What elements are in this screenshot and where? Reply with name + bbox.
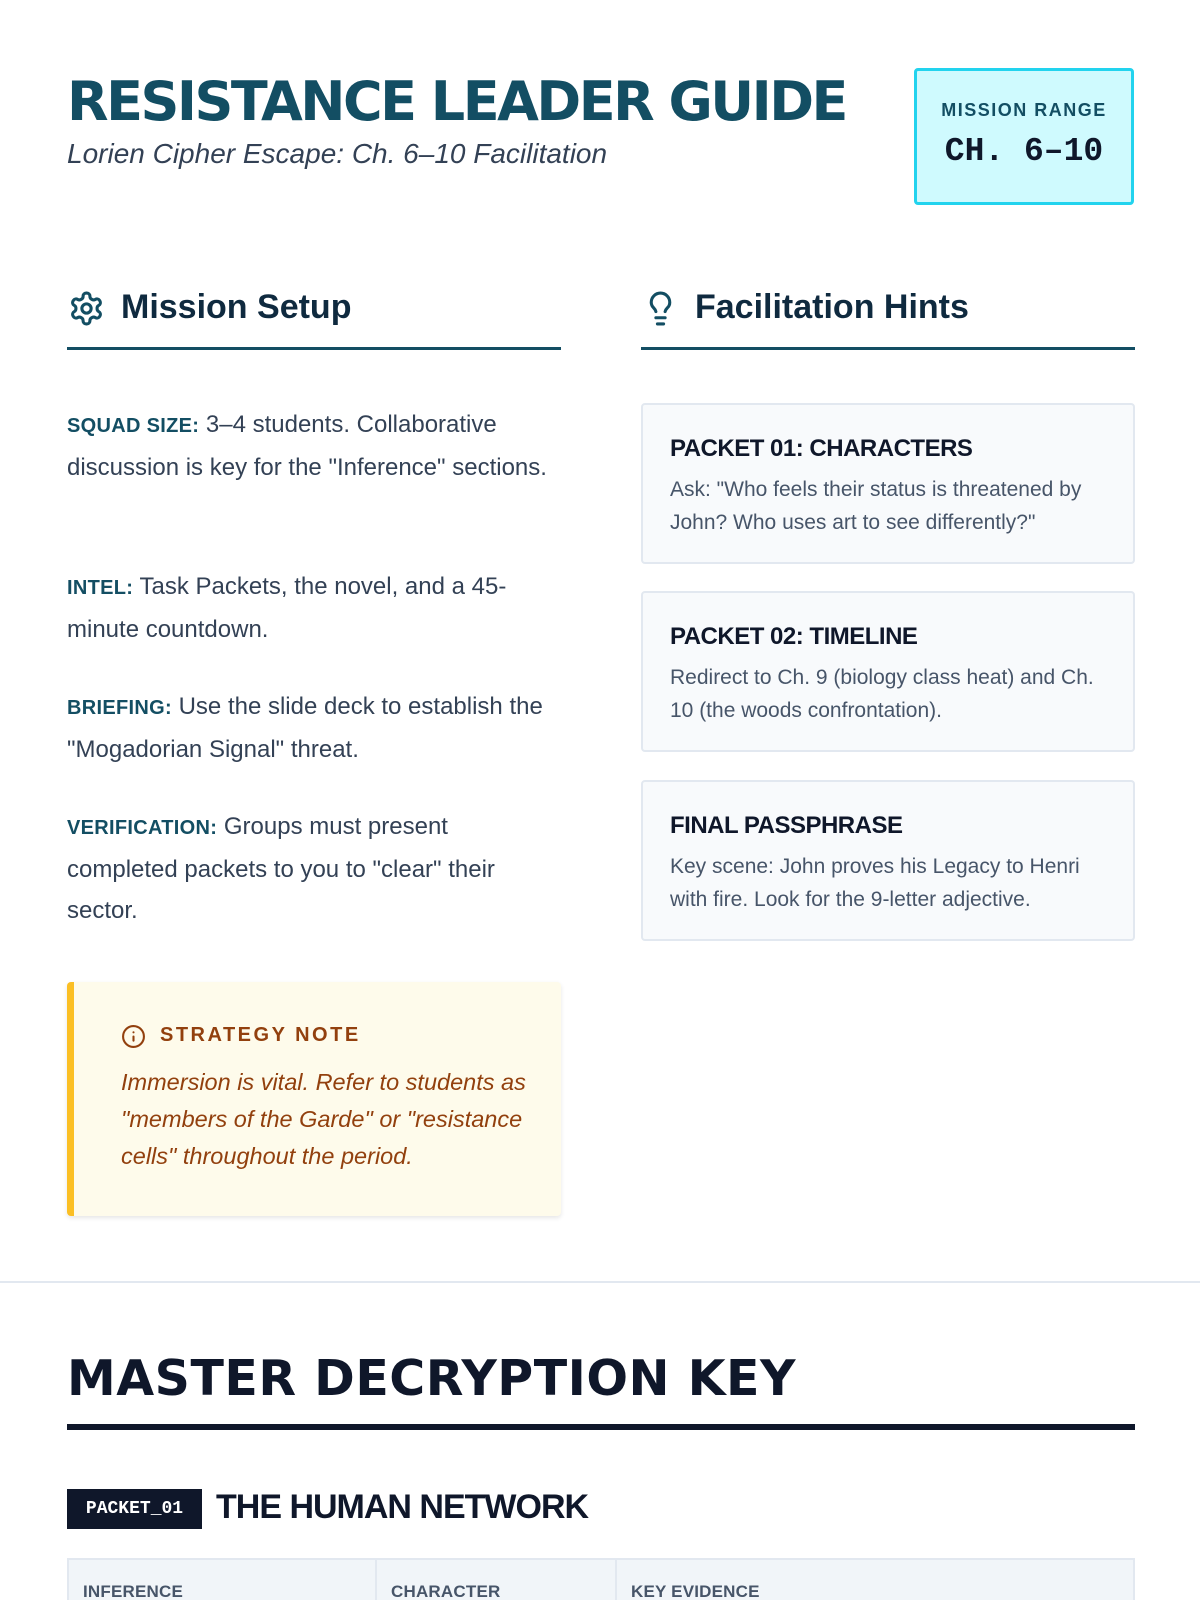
setup-item-intel (67, 566, 561, 650)
hint-card-final-passphrase (641, 780, 1135, 941)
gear-icon (68, 290, 105, 327)
hint-card-title: FINAL PASSPHRASE (670, 812, 903, 839)
mission-setup-header (67, 284, 561, 350)
strategy-note-body: Immersion is vital. Refer to students as "members of the Garde" or "resistance cells" throughout the period. (121, 1069, 526, 1169)
hint-card-packet-01 (641, 403, 1135, 564)
lightbulb-icon (642, 290, 679, 327)
hint-card-title: PACKET 02: TIMELINE (670, 623, 918, 650)
strategy-note (67, 982, 561, 1216)
setup-item-text: Task Packets, the novel, and a 45-minute countdown. (67, 573, 507, 643)
facilitation-hints-header (641, 284, 1135, 350)
setup-item-squad-size (67, 404, 561, 488)
setup-item-briefing (67, 686, 561, 770)
table-header-key-evidence: KEY EVIDENCE (615, 1560, 1135, 1600)
mission-setup-title: Mission Setup (121, 288, 352, 326)
page-subtitle: Lorien Cipher Escape: Ch. 6–10 Facilitation (67, 138, 608, 169)
setup-item-text: Groups must present completed packets to you to "clear" their sector. (67, 813, 495, 924)
hint-card-body: Ask: "Who feels their status is threatened by John? Who uses art to see differently?" (670, 478, 1082, 534)
master-key-rule (67, 1424, 1135, 1430)
strategy-note-label: STRATEGY NOTE (160, 1024, 361, 1046)
setup-item-text: Use the slide deck to establish the "Mogadorian Signal" threat. (67, 693, 543, 763)
hint-card-title: PACKET 01: CHARACTERS (670, 435, 973, 462)
setup-item-text: 3–4 students. Collaborative discussion is key for the "Inference" sections. (67, 411, 547, 481)
table-header-character: CHARACTER (375, 1560, 615, 1600)
hint-card-body: Key scene: John proves his Legacy to Henri with fire. Look for the 9-letter adjective. (670, 855, 1080, 911)
packet-tag: PACKET_01 (67, 1489, 202, 1529)
master-key-title: MASTER DECRYPTION KEY (67, 1350, 797, 1407)
decryption-table (67, 1558, 1135, 1600)
info-icon (121, 1024, 146, 1049)
mission-range-badge (914, 68, 1134, 205)
hint-card-body: Redirect to Ch. 9 (biology class heat) and Ch. 10 (the woods confrontation). (670, 666, 1094, 722)
setup-item-label: INTEL: (67, 577, 134, 599)
setup-item-verification (67, 806, 561, 931)
hint-card-packet-02 (641, 591, 1135, 752)
page-title: RESISTANCE LEADER GUIDE (67, 70, 846, 133)
section-divider (0, 1281, 1200, 1283)
mission-range-label: MISSION RANGE (941, 100, 1107, 120)
setup-item-label: BRIEFING: (67, 697, 172, 719)
table-header-inference: INFERENCE (83, 1582, 184, 1600)
facilitation-hints-title: Facilitation Hints (695, 288, 969, 326)
packet-title: THE HUMAN NETWORK (216, 1488, 589, 1526)
mission-range-value: CH. 6–10 (944, 133, 1104, 170)
setup-item-label: VERIFICATION: (67, 817, 218, 839)
setup-item-label: SQUAD SIZE: (67, 415, 200, 437)
